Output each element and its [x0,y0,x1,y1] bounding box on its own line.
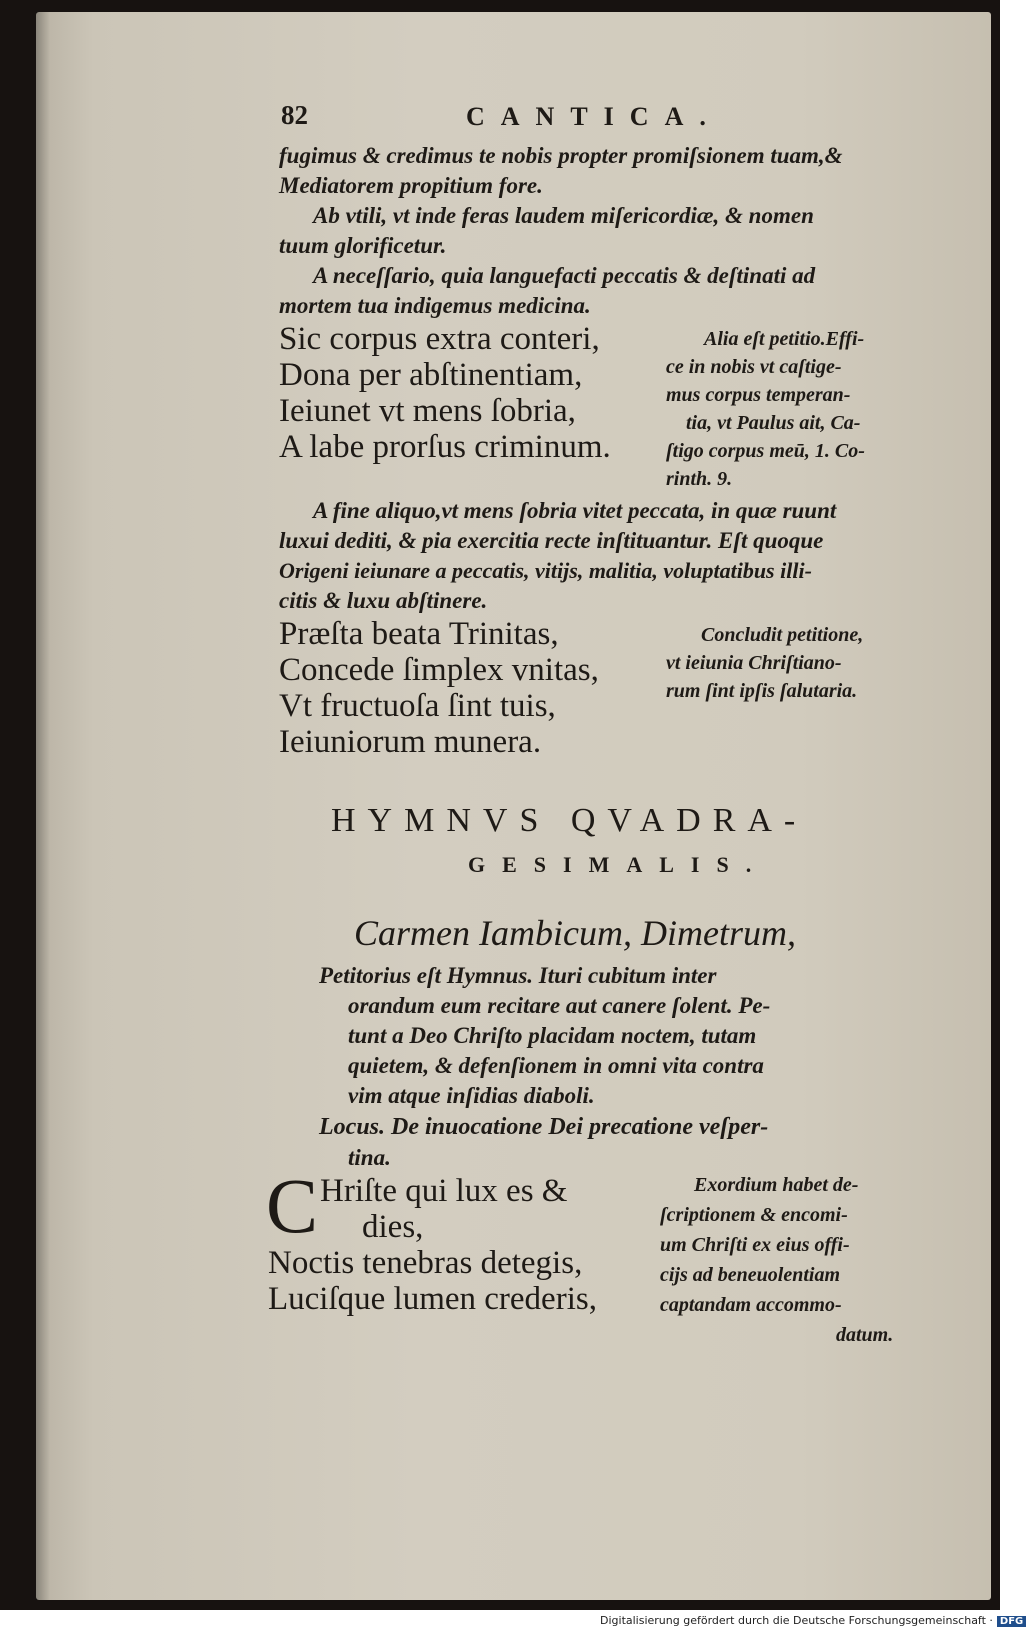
margin-gloss-line: um Chriſti ex eius offi- [660,1234,850,1256]
running-title: CANTICA. [466,102,722,131]
verse-line: Dona per abſtinentiam, [279,357,583,393]
margin-gloss-line: tia, vt Paulus ait, Ca- [686,412,861,434]
text-line: vim atque inſidias diaboli. [348,1083,595,1108]
digitization-credit [600,1614,1026,1627]
dfg-logo: DFG [997,1616,1026,1627]
verse-line: Concede ſimplex vnitas, [279,652,599,688]
credit-text: Digitalisierung gefördert durch die Deutsche Forschungsgemeinschaft · [600,1614,993,1627]
margin-gloss-line: mus corpus temperan- [666,384,851,406]
text-line: quietem, & defenſionem in omni vita contra [348,1053,764,1078]
drop-cap: C [266,1162,319,1249]
locus-line: Locus. De inuocatione Dei precatione veſper- [319,1114,769,1140]
text-line: Ab vtili, vt inde feras laudem miſericordiæ, & nomen [313,203,814,228]
margin-gloss-line: rinth. 9. [666,468,733,490]
margin-gloss-line: Alia eſt petitio.Effi- [704,328,865,350]
text-line: tunt a Deo Chriſto placidam noctem, tutam [348,1023,757,1048]
margin-gloss-line: Concludit petitione, [701,624,864,646]
margin-gloss-line: Exordium habet de- [694,1174,859,1196]
margin-gloss-line: datum. [836,1324,894,1346]
margin-gloss-line: rum ſint ipſis ſalutaria. [666,680,858,702]
locus-line: tina. [348,1145,391,1170]
text-line: Origeni ieiunare a peccatis, vitijs, malitia, voluptatibus illi- [279,558,812,583]
verse-line: Luciſque lumen crederis, [268,1281,597,1317]
verse-line: Præſta beata Trinitas, [279,616,559,652]
verse-line: Hriſte qui lux es & [320,1173,568,1209]
verse-line: Vt fructuoſa ſint tuis, [279,688,556,724]
text-line: A neceſſario, quia languefacti peccatis & deſtinati ad [313,263,816,288]
text-line: Petitorius eſt Hymnus. Ituri cubitum inter [319,963,717,988]
text-line: tuum glorificetur. [279,233,447,258]
verse-line: Noctis tenebras detegis, [268,1245,583,1281]
text-line: citis & luxu abſtinere. [279,588,488,613]
meter-heading: Carmen Iambicum, Dimetrum, [354,913,796,953]
verse-line: Ieiuniorum munera. [279,724,542,760]
page-number: 82 [281,100,308,130]
text-line: luxui dediti, & pia exercitia recte inſtituantur. Eſt quoque [279,528,824,553]
verse-line: Ieiunet vt mens ſobria, [279,393,576,429]
margin-gloss-line: vt ieiunia Chriſtiano- [666,652,842,674]
verse-line: Sic corpus extra conteri, [279,321,600,357]
text-line: fugimus & credimus te nobis propter promiſsionem tuam,& [279,143,843,168]
page-gutter-shadow [36,12,50,1600]
margin-gloss-line: ſcriptionem & encomi- [660,1204,848,1226]
margin-gloss-line: cijs ad beneuolentiam [660,1264,840,1286]
hymn-title: HYMNVS QVADRA- [331,802,808,839]
margin-gloss-line: ce in nobis vt caſtige- [666,356,842,378]
margin-gloss-line: ſtigo corpus meū, 1. Co- [666,440,865,462]
text-line: A fine aliquo,vt mens ſobria vitet peccata, in quæ ruunt [313,498,837,523]
margin-gloss-line: captandam accommo- [660,1294,842,1316]
hymn-title-continued: GESIMALIS. [468,852,769,877]
text-line: orandum eum recitare aut canere ſolent. Pe- [348,993,771,1018]
book-page [36,12,991,1600]
text-line: mortem tua indigemus medicina. [279,293,591,318]
verse-line: A labe prorſus criminum. [279,429,611,465]
text-line: Mediatorem propitium fore. [279,173,543,198]
verse-line: dies, [362,1209,424,1245]
